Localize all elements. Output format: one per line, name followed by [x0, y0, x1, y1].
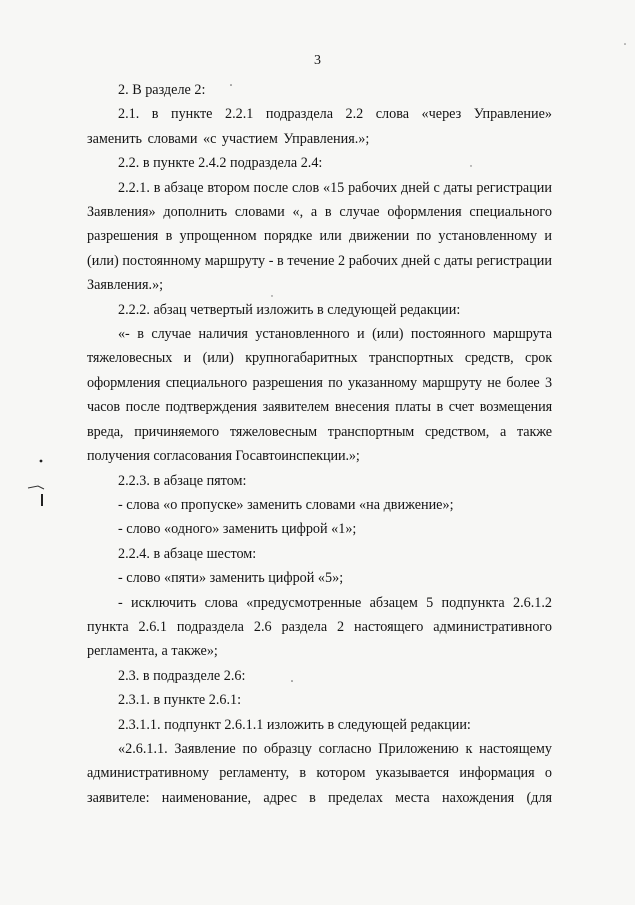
- scan-mark: [28, 486, 44, 489]
- document-body: [87, 78, 552, 810]
- paragraph-section-2: 2. В разделе 2:: [118, 82, 206, 98]
- paragraph-2-3-1: 2.3.1. в пункте 2.6.1:: [118, 692, 242, 709]
- paragraph-2-2-4-item-1: - слово «пяти» заменить цифрой «5»;: [118, 570, 344, 587]
- paragraph-2-3-1-1: 2.3.1.1. подпункт 2.6.1.1 изложить в следующей редакции:: [118, 716, 471, 733]
- paragraph-2-2-4-item-2: - исключить слова «предусмотренные абзацем 5 подпункта 2.6.1.2 пункта 2.6.1 подраздела 2.6 раздела 2 настоящего административного регламента, а также»;: [87, 594, 552, 660]
- paragraph-2-2-4: 2.2.4. в абзаце шестом:: [118, 545, 257, 562]
- scan-speck: [624, 43, 626, 45]
- paragraph-2-2-3-item-2: - слово «одного» заменить цифрой «1»;: [118, 521, 357, 538]
- paragraph-2-2-3: 2.2.3. в абзаце пятом:: [118, 472, 247, 489]
- scan-speck: [40, 460, 43, 463]
- page-number: 3: [314, 53, 321, 68]
- paragraph-quote-route: «- в случае наличия установленного и (или) постоянного маршрута тяжеловесных и (или) крупногабаритных транспортных средств, срок оформления специального разрешения по указанному маршруту не более 3 часов после подтверждения заявителем внесения платы в счет возмещения вреда, причиняемого тяжеловесным транспортным средством, а также получения согласования Госавтоинспекции.»;: [87, 326, 552, 465]
- paragraph-2-3: 2.3. в подразделе 2.6:: [118, 667, 246, 684]
- paragraph-quote-2-6-1-1: «2.6.1.1. Заявление по образцу согласно Приложению к настоящему административному регламенту, в котором указывается информация о заявителе: наименование, адрес в пределах места нахождения (для: [87, 740, 552, 806]
- paragraph-2-2-1: 2.2.1. в абзаце втором после слов «15 рабочих дней с даты регистрации Заявления» дополнить словами «, а в случае оформления специального разрешения в упрощенном порядке или движении по установленному и (или) постоянному маршруту - в течение 2 рабочих дней с даты регистрации Заявления.»;: [87, 179, 552, 294]
- scan-mark: [41, 494, 43, 506]
- paragraph-2-2-2: 2.2.2. абзац четвертый изложить в следующей редакции:: [118, 301, 461, 318]
- paragraph-2-2-3-item-1: - слова «о пропуске» заменить словами «на движение»;: [118, 496, 454, 513]
- paragraph-2-2: 2.2. в пункте 2.4.2 подраздела 2.4:: [118, 155, 323, 172]
- paragraph-2-1: 2.1. в пункте 2.2.1 подраздела 2.2 слова «через Управление» заменить словами «с участием Управления.»;: [87, 106, 552, 147]
